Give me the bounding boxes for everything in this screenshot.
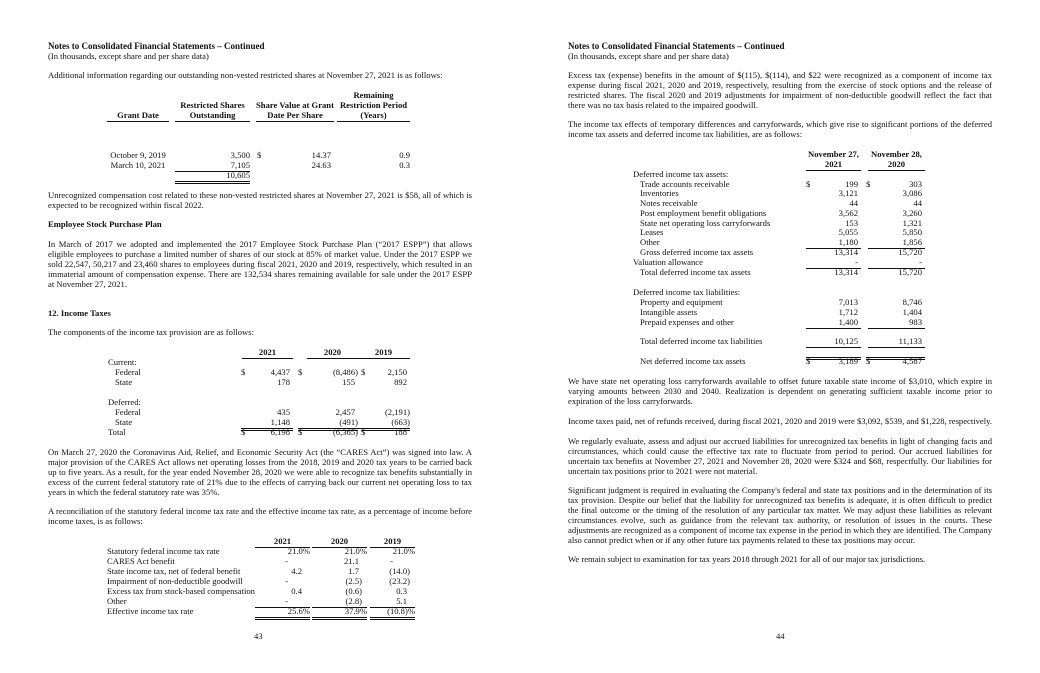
rate-cell: (0.6) [345,586,362,596]
rate-cell: - [285,576,288,586]
value-cell: 3,086 [902,188,922,198]
table-row [0,318,1040,328]
rate-cell: 21.0% [344,546,367,556]
row-label: Intangible assets [640,307,698,317]
value-cell: (2,191) [384,407,410,417]
page-subtitle: (In thousands, except share and per share data) [568,51,729,61]
value-cell: 435 [277,407,290,417]
page-number: 43 [254,631,263,641]
table-row [0,308,1040,318]
value-cell: 5,055 [838,227,858,237]
rate-cell: (2.5) [345,576,362,586]
table-row [0,368,480,378]
page-subtitle: (In thousands, except share and per share data) [48,51,209,61]
row-label: Total deferred income tax liabilities [640,336,763,346]
row-label: Inventories [640,188,679,198]
unrecognized-comp-paragraph: Unrecognized compensation cost related to these non-vested restricted shares at November 27, 2021 is $58, all of which is expected to be recognized within fiscal 2022. [48,190,472,210]
col-header-2019: 2019 [370,537,415,548]
row-label: Prepaid expenses and other [640,317,734,327]
row-label: Trade accounts receivable [640,179,730,189]
table-row [0,357,1040,367]
excess-tax-paragraph: Excess tax (expense) benefits in the amount of $(115), $(114), and $22 were recognized as a component of income tax expense during fiscal 2021, 2020 and 2019, respectively, resulting from the exercise of stock options and the release of restricted shares. The fiscal 2020 and 2019 adjustments for impairment of non-deductible goodwill reflect the fact that there was no tax basis related to the impaired goodwill. [568,70,992,110]
shares-cell: 7,105 [175,161,250,172]
judgment-paragraph: Significant judgment is required in evaluating the Company's federal and state tax positions and in the determination of its tax provision. Despite our belief that the liability for unrecognized tax benefits is adequate, it is often difficult to predict the final outcome or the timing of the resolution of any particular tax matter. We may adjust these liabilities as relevant circumstances evolve, such as guidance from the relevant tax authority, or resolution of issues in the courts. These adjustments are recognized as a component of income tax expense in the period in which they are identified. The Company also cannot predict when or if any other future tax payments related to these tax positions may occur. [568,485,992,545]
value-cell: 11,133 [868,337,925,348]
share-value-cell: 14.37 [311,150,331,160]
value-cell: 178 [277,377,290,387]
value-cell: (491) [307,418,358,429]
currency-cell: $ [806,356,811,366]
row-label: Leases [640,227,664,237]
rate-cell: 5.1 [370,597,415,608]
col-header-2021: 2021 [255,537,310,548]
row-label: Federal [115,367,141,377]
col-header-nov-28-2020: November 28, 2020 [868,150,925,171]
row-label: Post employment benefit obligations [640,208,767,218]
col-header-remaining-period: Remaining Restriction Period (Years) [337,91,410,122]
espp-paragraph: In March of 2017 we adopted and implemented the 2017 Employee Stock Purchase Plan (“2017 ESPP”) that allows eligible employees to purchase a limited number of shares of our stock at 85% of market value. Under the 2017 ESPP we sold 22,547, 50,217 and 23,460 shares to employees during fiscal 2021, 2020 and 2019, respectively, which resulted in an immaterial amount of compensation expense. There are 132,534 shares remaining available for sale under the 2017 ESPP at November 27, 2021. [48,239,472,289]
row-label: Deferred: [108,397,141,407]
row-label: Deferred income tax assets: [633,169,729,179]
cares-act-paragraph: On March 27, 2020 the Coronavirus Aid, Relief, and Economic Security Act (the “CARES Act”) was signed into law. A major provision of the CARES Act allows net operating losses from the 2018, 2019 and 2020 tax years to be carried back up to five years. As a result, for the year ended November 28, 2020 we were able to recognize tax benefits substantially in excess of the current federal statutory rate of 21% due to the effects of carrying back our current net operating loss to tax years in which the federal statutory rate was 35%. [48,447,472,497]
value-cell: 1,712 [838,307,858,317]
value-cell: 6,198 [270,427,290,437]
row-label: Federal [115,407,141,417]
rate-cell: (14.0) [389,566,410,576]
row-label: Net deferred income tax assets [640,356,746,366]
currency-cell: $ [241,427,246,437]
row-label: Impairment of non-deductible goodwill [107,576,243,586]
rate-cell: 1.7 [348,566,359,576]
nol-carryforward-paragraph: We have state net operating loss carryforwards available to offset future taxable state income of $3,010, which expire in varying amounts between 2030 and 2040. Realization is dependent on generating sufficient taxable income prior to expiration of the loss carryforwards. [568,376,992,406]
row-label: State [115,417,133,427]
reconciliation-intro: A reconciliation of the statutory federal income tax rate and the effective income tax rate, as a percentage of income before income taxes, is as follows: [48,506,472,526]
col-header-restricted-shares: Restricted Shares Outstanding [175,101,250,122]
page-title: Notes to Consolidated Financial Statements – Continued [568,41,785,51]
value-cell: 2,150 [387,367,407,377]
grant-date-cell: October 9, 2019 [110,150,166,160]
row-label: Statutory federal income tax rate [107,546,220,556]
currency-cell: $ [257,150,262,160]
row-label: State net operating loss carryforwards [640,218,771,228]
col-header-nov-27-2021: November 27, 2021 [806,150,861,171]
table-row [0,189,1040,199]
table-row [0,199,1040,209]
col-header-2019: 2019 [357,348,410,359]
table-row [0,258,1040,268]
value-cell: (663) [357,418,410,429]
value-cell: 1,404 [902,307,922,317]
table-row [0,378,480,388]
rate-cell: (2.8) [312,597,367,608]
currency-cell: $ [361,367,366,377]
value-cell: 153 [845,218,858,228]
value-cell: 155 [342,377,355,387]
value-cell: 3,121 [838,188,858,198]
table-row [0,238,1040,248]
table-row [0,607,480,617]
section-heading: 12. Income Taxes [48,308,111,318]
row-label: Total [108,427,126,437]
page-title: Notes to Consolidated Financial Statements – Continued [48,41,265,51]
value-cell: 4,437 [270,367,290,377]
page-number: 44 [776,631,785,641]
uncertain-tax-paragraph: We regularly evaluate, assess and adjust our accrued liabilities for unrecognized tax benefits in light of changing facts and circumstances, which could cause the effective tax rate to fluctuate from period to period. Our accrued liabilities for uncertain tax benefits at November 27, 2021 and November 28, 2020 were $324 and $68, respectfully. Our liabilities for uncertain tax positions prior to 2021 were not material. [568,436,992,476]
table-row [0,418,480,428]
currency-cell: $ [361,427,366,437]
total-shares-cell: 10,605 [175,171,250,184]
rate-cell: 21.0% [287,546,310,556]
rate-cell: - [285,556,288,566]
espp-heading: Employee Stock Purchase Plan [48,219,162,229]
shares-cell: 3,500 [230,150,250,160]
row-label: Total deferred income tax assets [640,267,751,277]
value-cell: 3,562 [838,208,858,218]
table-row [0,170,1040,180]
rate-cell: - [255,597,310,608]
value-cell: 13,314 [834,267,858,277]
value-cell: 15,720 [898,267,922,277]
value-cell: 1,400 [806,318,861,329]
row-label: Property and equipment [640,297,723,307]
row-label: CARES Act benefit [107,556,175,566]
rate-cell: 21.1 [343,556,359,566]
rate-cell: (10.8)% [370,607,415,620]
rate-cell: 4.2 [291,566,302,576]
table-row [0,209,1040,219]
value-cell: 3,260 [902,208,922,218]
value-cell: 3,189 [838,356,858,366]
value-cell: 44 [913,198,922,208]
rate-cell: (23.2) [389,576,410,586]
row-label: Gross deferred income tax assets [640,247,754,257]
table-row [0,428,480,438]
currency-cell: $ [298,367,303,377]
col-header-share-value: Share Value at Grant Date Per Share [256,100,334,120]
row-label: Valuation allowance [633,257,703,267]
value-cell: 5,850 [902,227,922,237]
table-row [0,288,1040,298]
value-cell: 15,720 [898,247,922,257]
temporary-differences-paragraph: The income tax effects of temporary differences and carryforwards, which give rise to significant portions of the deferred income tax assets and deferred income tax liabilities, are as follows: [568,119,992,139]
row-label: Deferred income tax liabilities: [633,287,741,297]
value-cell: 2,457 [335,407,355,417]
currency-cell: $ [298,427,303,437]
remaining-period-cell: 0.3 [399,160,410,170]
value-cell: 1,180 [806,238,861,249]
intro-paragraph: Additional information regarding our outstanding non-vested restricted shares at November 27, 2021 is as follows: [48,70,443,80]
currency-cell: $ [241,367,246,377]
taxes-paid-paragraph: Income taxes paid, net of refunds received, during fiscal 2021, 2020 and 2019 were $3,092, $539, and $1,228, respectively. [568,416,992,426]
value-cell: 1,856 [868,238,925,249]
currency-cell: $ [866,179,871,189]
value-cell: - [868,258,925,269]
value-cell: 1,148 [242,418,293,429]
rate-cell: - [390,556,393,566]
row-label: State income tax, net of federal benefit [107,566,241,576]
col-header-grant-date: Grant Date [107,111,169,122]
row-label: Other [107,596,127,606]
row-label: State [115,377,133,387]
value-cell: 188 [394,427,407,437]
row-label: Current: [108,357,137,367]
row-label: Other [640,237,660,247]
rate-cell: 25.6% [255,607,310,620]
value-cell: 983 [868,318,925,329]
remaining-period-cell: 0.9 [399,150,410,160]
examination-paragraph: We remain subject to examination for tax years 2018 through 2021 for all of our major tax jurisdictions. [568,554,926,564]
rate-cell: 0.4 [291,586,302,596]
value-cell: - [806,258,861,269]
rate-cell: 21.0% [392,546,415,556]
rate-cell: 37.9% [312,607,367,620]
value-cell: 199 [845,179,858,189]
table-row [0,268,1040,278]
grant-date-cell: March 10, 2021 [110,160,166,170]
col-header-2020: 2020 [312,537,367,548]
components-intro: The components of the income tax provision are as follows: [48,327,254,337]
value-cell: (8,486) [332,367,358,377]
value-cell: 10,125 [806,337,861,348]
value-cell: 8,746 [902,297,922,307]
value-cell: 44 [849,198,858,208]
value-cell: 4,587 [902,356,922,366]
share-value-cell: 24.63 [311,160,331,170]
currency-cell: $ [806,179,811,189]
rate-cell: 0.3 [396,586,407,596]
value-cell: 303 [909,179,922,189]
row-label: Notes receivable [640,198,698,208]
row-label: Effective income tax rate [107,606,194,616]
table-row [0,298,1040,308]
table-row [0,587,480,597]
value-cell: 1,321 [902,218,922,228]
table-row [0,547,480,557]
value-cell: 892 [394,377,407,387]
value-cell: 7,013 [838,297,858,307]
row-label: Excess tax from stock-based compensation [107,586,255,596]
table-row [0,248,1040,258]
value-cell: (6,365) [332,427,358,437]
currency-cell: $ [866,356,871,366]
value-cell: 13,314 [834,247,858,257]
col-header-2021: 2021 [242,348,293,359]
table-row [0,228,1040,238]
table-row [0,337,1040,347]
col-header-2020: 2020 [307,348,358,359]
